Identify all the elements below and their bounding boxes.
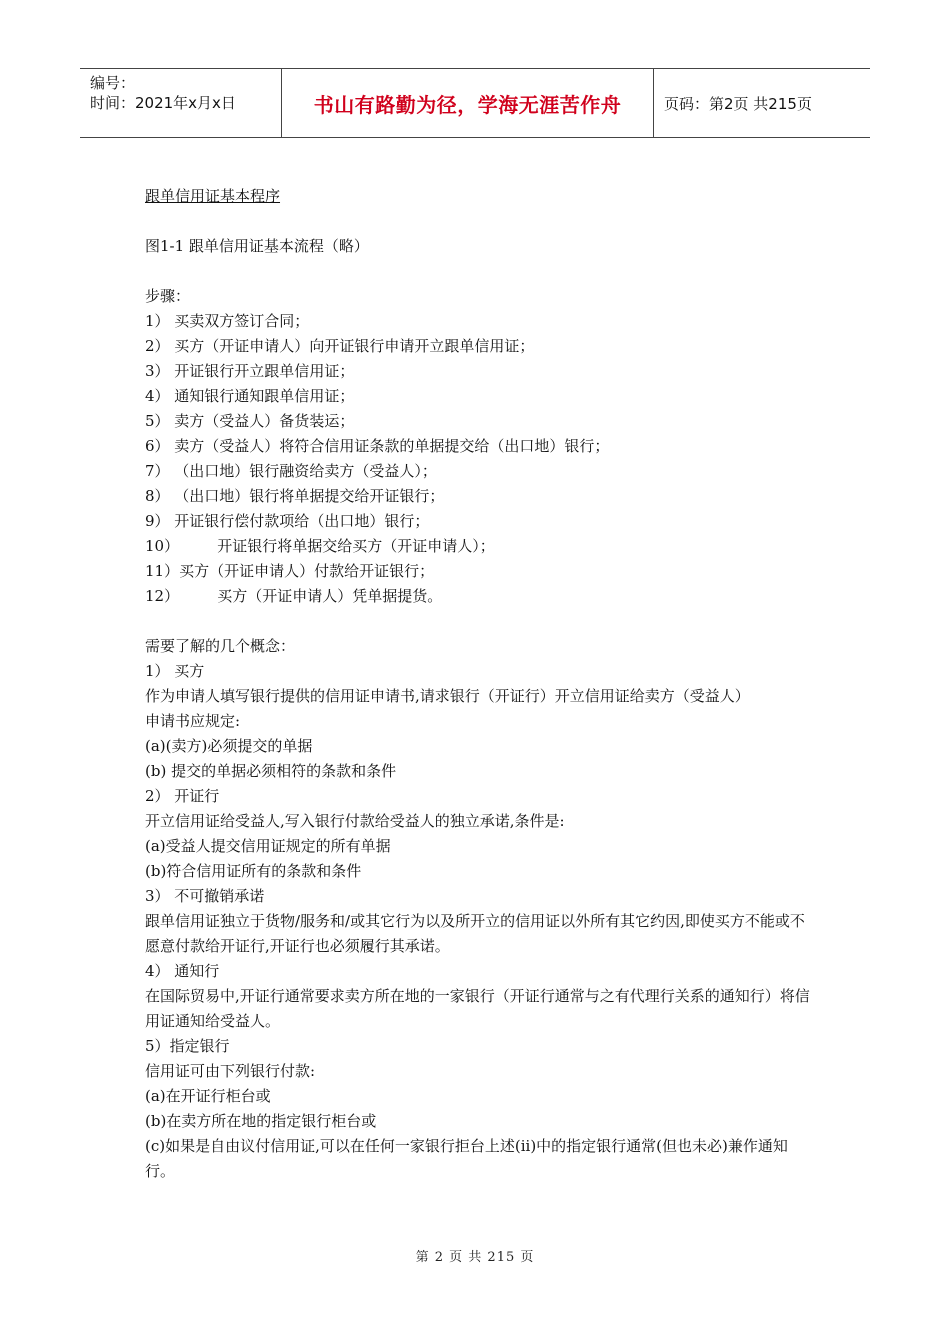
concept-line: 信用证可由下列银行付款: bbox=[145, 1062, 316, 1080]
concepts-heading: 需要了解的几个概念： bbox=[145, 637, 296, 655]
header-motto: 书山有路勤为径，学海无涯苦作舟 bbox=[282, 69, 654, 137]
step-item: 6） 卖方（受益人）将符合信用证条款的单据提交给（出口地）银行； bbox=[145, 437, 610, 455]
step-item: 5） 卖方（受益人）备货装运； bbox=[145, 412, 355, 430]
concept-line: 在国际贸易中,开证行通常要求卖方所在地的一家银行（开证行通常与之有代理行关系的通知行）将信用证通知给受益人。 bbox=[145, 987, 810, 1030]
serial-label: 编号： bbox=[90, 74, 136, 92]
concepts-list bbox=[145, 659, 810, 1184]
concept-line: (a)在开证行柜台或 bbox=[145, 1087, 271, 1105]
document-body bbox=[145, 184, 810, 1184]
concept-line: (b)符合信用证所有的条款和条件 bbox=[145, 862, 362, 880]
page-header bbox=[80, 68, 870, 138]
step-item: 7） （出口地）银行融资给卖方（受益人）； bbox=[145, 462, 437, 480]
step-item: 12） 买方（开证申请人）凭单据提货。 bbox=[145, 587, 443, 605]
step-item: 9） 开证银行偿付款项给（出口地）银行； bbox=[145, 512, 430, 530]
header-page-info: 页码：第2页 共215页 bbox=[664, 94, 812, 113]
concept-line: (b)在卖方所在地的指定银行柜台或 bbox=[145, 1112, 377, 1130]
concept-line: (a)受益人提交信用证规定的所有单据 bbox=[145, 837, 391, 855]
step-item: 8） （出口地）银行将单据提交给开证银行； bbox=[145, 487, 445, 505]
concept-line: 1） 买方 bbox=[145, 662, 205, 680]
concept-line: 4） 通知行 bbox=[145, 962, 220, 980]
step-item: 10） 开证银行将单据交给买方（开证申请人）； bbox=[145, 537, 495, 555]
step-item: 1） 买卖双方签订合同； bbox=[145, 312, 310, 330]
document-title: 跟单信用证基本程序 bbox=[145, 187, 281, 205]
figure-caption: 图1-1 跟单信用证基本流程（略） bbox=[145, 237, 369, 255]
time-label: 时间：2021年x月x日 bbox=[90, 94, 236, 112]
step-item: 4） 通知银行通知跟单信用证； bbox=[145, 387, 355, 405]
concept-line: 申请书应规定: bbox=[145, 712, 241, 730]
header-meta bbox=[80, 69, 282, 137]
concept-line: 开立信用证给受益人,写入银行付款给受益人的独立承诺,条件是: bbox=[145, 812, 565, 830]
steps-heading: 步骤： bbox=[145, 287, 191, 305]
concept-line: (a)(卖方)必须提交的单据 bbox=[145, 737, 313, 755]
concept-line: 跟单信用证独立于货物/服务和/或其它行为以及所开立的信用证以外所有其它约因,即使买方不能或不愿意付款给开证行,开证行也必须履行其承诺。 bbox=[145, 912, 805, 955]
step-item: 2） 买方（开证申请人）向开证银行申请开立跟单信用证； bbox=[145, 337, 535, 355]
step-item: 11）买方（开证申请人）付款给开证银行； bbox=[145, 562, 435, 580]
concept-line: 2） 开证行 bbox=[145, 787, 220, 805]
page-footer bbox=[0, 1246, 950, 1265]
concept-line: (c)如果是自由议付信用证,可以在任何一家银行拒台上述(ii)中的指定银行通常(但也未必)兼作通知行。 bbox=[145, 1137, 788, 1180]
concept-line: 3） 不可撤销承诺 bbox=[145, 887, 265, 905]
concept-line: (b) 提交的单据必须相符的条款和条件 bbox=[145, 762, 397, 780]
step-item: 3） 开证银行开立跟单信用证； bbox=[145, 362, 355, 380]
concept-line: 5）指定银行 bbox=[145, 1037, 230, 1055]
concept-line: 作为申请人填写银行提供的信用证申请书,请求银行（开证行）开立信用证给卖方（受益人） bbox=[145, 687, 750, 705]
footer-page-number: 第 2 页 共 215 页 bbox=[415, 1250, 535, 1265]
steps-list bbox=[145, 309, 810, 609]
